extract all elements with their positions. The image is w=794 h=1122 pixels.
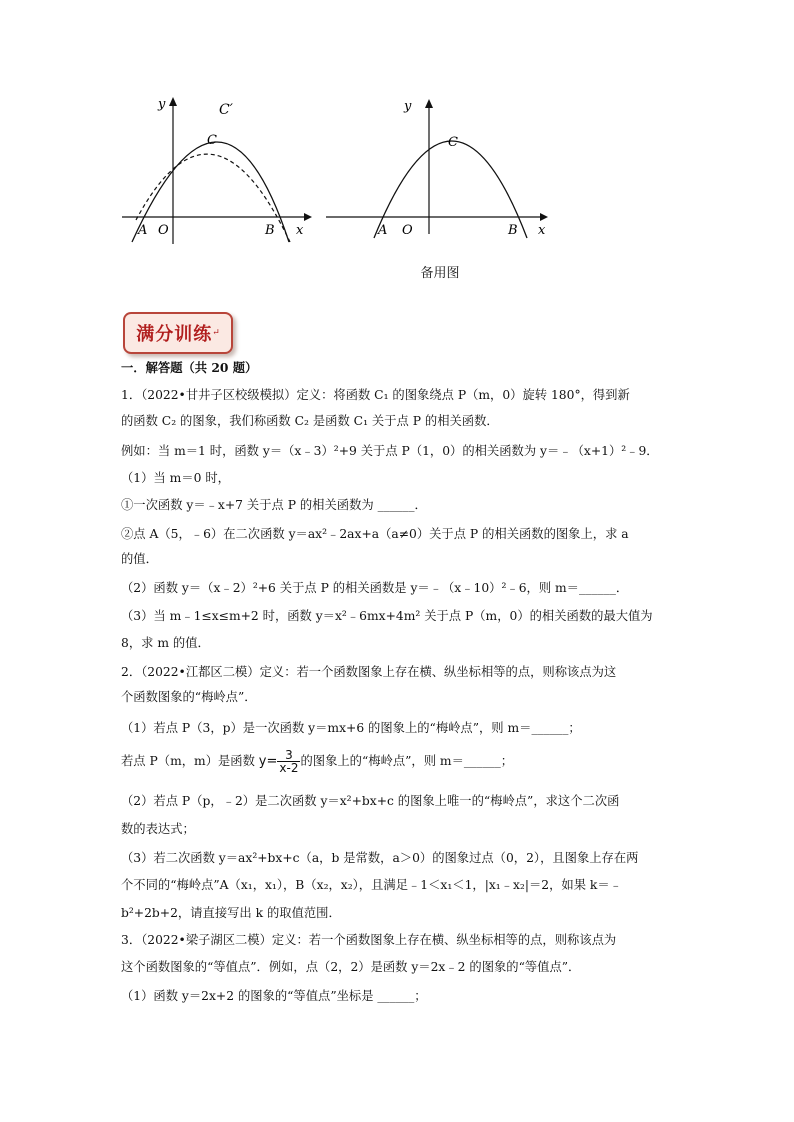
label-o: O: [402, 223, 413, 238]
text-line: ①一次函数 y＝﹣x+7 关于点 P 的相关函数为 ______．: [121, 498, 427, 512]
label-a: A: [138, 223, 148, 238]
section-banner: [123, 312, 233, 354]
text-line: （1）当 m＝0 时，: [121, 471, 230, 485]
x-axis-arrow: [540, 213, 548, 221]
text-line: （3）当 m﹣1≤x≤m+2 时，函数 y＝x²﹣6mx+4m² 关于点 P（m，0）的相关函数的最大值为: [121, 609, 653, 623]
fraction-numerator: 3: [277, 749, 300, 762]
text-line: 8，求 m 的值．: [121, 636, 210, 650]
text-line: （1）函数 y＝2x+2 的图象的“等值点”坐标是 ______；: [121, 989, 427, 1003]
text-line: 数的表达式；: [121, 822, 195, 836]
text-line: 3．（2022•梁子湖区二模）定义：若一个函数图象上存在横、纵坐标相等的点，则称该点为: [121, 933, 617, 947]
text-line: （3）若二次函数 y＝ax²+bx+c（a，b 是常数，a＞0）的图象过点（0，2），且图象上存在两: [121, 851, 639, 865]
label-b: B: [265, 223, 275, 238]
x-axis-arrow: [304, 213, 312, 221]
banner-title: 满分训练: [136, 324, 213, 345]
y-axis-arrow: [169, 97, 177, 106]
text-line: 1．（2022•甘井子区校级模拟）定义：将函数 C₁ 的图象绕点 P（m，0）旋转 180°，得到新: [121, 388, 630, 402]
y-axis-arrow: [425, 99, 433, 108]
curve-c: [374, 141, 527, 238]
fraction-line: [121, 748, 681, 775]
y-equals: y=: [258, 754, 278, 769]
figure-caption: 备用图: [420, 266, 460, 281]
label-c: C: [207, 133, 217, 148]
text-line: （1）若点 P（3，p）是一次函数 y＝mx+6 的图象上的“梅岭点”，则 m＝______；: [121, 721, 581, 735]
text-line: 个函数图象的“梅岭点”．: [121, 690, 257, 704]
fraction-line-before: 若点 P（m，m）是函数: [121, 754, 259, 768]
text-line: 例如：当 m＝1 时，函数 y＝（x﹣3）²+9 关于点 P（1，0）的相关函数为 y＝﹣（x+1）²﹣9．: [121, 444, 659, 458]
label-y: y: [404, 99, 412, 114]
text-line: 2．（2022•江都区二模）定义：若一个函数图象上存在横、纵坐标相等的点，则称该点为这: [121, 665, 617, 679]
figure-1: [118, 92, 318, 252]
text-line: 的函数 C₂ 的图象，我们称函数 C₂ 是函数 C₁ 关于点 P 的相关函数．: [121, 414, 499, 428]
text-line: 的值．: [121, 552, 158, 566]
banner-mark: ↵: [212, 328, 220, 338]
text-line: b²+2b+2，请直接写出 k 的取值范围．: [121, 906, 341, 920]
fraction-denominator: x-2: [279, 761, 299, 775]
label-o: O: [158, 223, 169, 238]
label-c-prime: C′: [219, 102, 233, 118]
label-c: C: [448, 135, 458, 150]
fraction: [277, 749, 300, 774]
text-line: 个不同的“梅岭点”A（x₁，x₁），B（x₂，x₂），且满足﹣1＜x₁＜1，|x₁﹣x₂|＝2，如果 k＝﹣: [121, 878, 622, 892]
fraction-line-after: 的图象上的“梅岭点”，则 m＝______；: [300, 754, 514, 768]
label-y: y: [158, 97, 166, 112]
text-line: （2）函数 y＝（x﹣2）²+6 关于点 P 的相关函数是 y＝﹣（x﹣10）²﹣6，则 m＝______．: [121, 581, 629, 595]
text-line: （2）若点 P（p，﹣2）是二次函数 y＝x²+bx+c 的图象上唯一的“梅岭点”，求这个二次函: [121, 794, 620, 808]
label-x: x: [296, 223, 304, 238]
label-a: A: [378, 223, 388, 238]
section-heading: 一．解答题（共 20 题）: [121, 360, 258, 375]
label-b: B: [508, 223, 518, 238]
text-line: ②点 A（5，﹣6）在二次函数 y＝ax²﹣2ax+a（a≠0）关于点 P 的相关函数的图象上，求 a: [121, 527, 629, 541]
figure-2: [322, 92, 562, 252]
label-x: x: [538, 223, 546, 238]
text-line: 这个函数图象的“等值点”．例如，点（2，2）是函数 y＝2x﹣2 的图象的“等值点”．: [121, 960, 581, 974]
